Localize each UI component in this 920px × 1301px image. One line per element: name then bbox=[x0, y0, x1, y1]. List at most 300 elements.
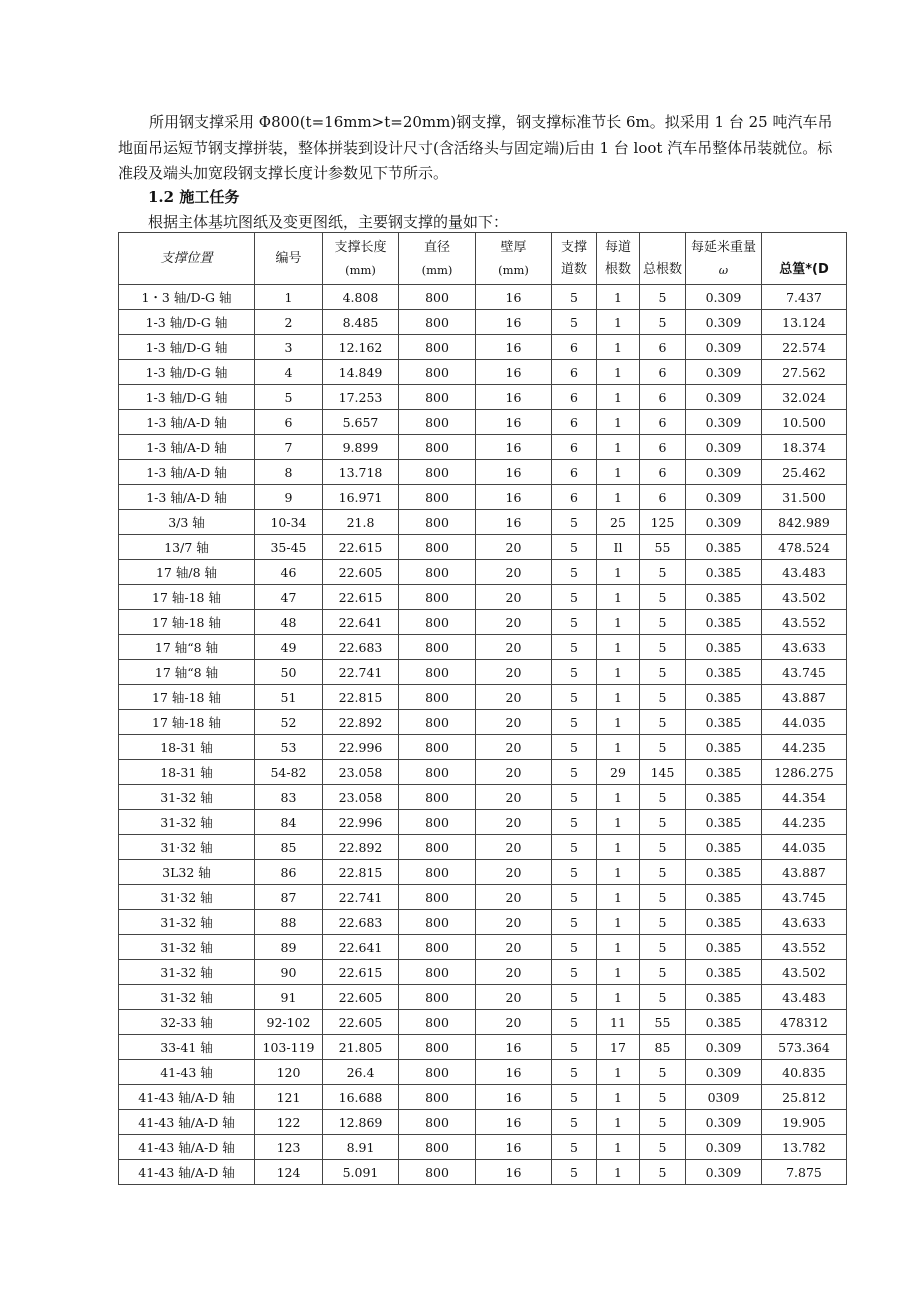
cell-total-weight: 13.782 bbox=[762, 1135, 847, 1160]
cell-wall: 20 bbox=[476, 635, 552, 660]
table-row bbox=[119, 1135, 847, 1160]
cell-total-count: 5 bbox=[640, 860, 686, 885]
cell-wall: 20 bbox=[476, 560, 552, 585]
cell-unit-weight: 0.385 bbox=[686, 685, 762, 710]
cell-per-layer: 1 bbox=[597, 335, 640, 360]
cell-total-count: 125 bbox=[640, 510, 686, 535]
cell-length: 22.996 bbox=[323, 810, 399, 835]
cell-total-weight: 44.035 bbox=[762, 710, 847, 735]
cell-unit-weight: 0.309 bbox=[686, 1110, 762, 1135]
cell-position: 1-3 轴/D-G 轴 bbox=[119, 335, 255, 360]
header-total-weight-spacer bbox=[762, 237, 846, 259]
cell-number: 1 bbox=[255, 285, 323, 310]
cell-total-count: 6 bbox=[640, 335, 686, 360]
cell-length: 21.805 bbox=[323, 1035, 399, 1060]
cell-wall: 16 bbox=[476, 1060, 552, 1085]
cell-total-weight: 7.875 bbox=[762, 1160, 847, 1185]
cell-diameter: 800 bbox=[399, 585, 476, 610]
cell-wall: 16 bbox=[476, 510, 552, 535]
cell-total-weight: 44.235 bbox=[762, 735, 847, 760]
cell-total-weight: 44.235 bbox=[762, 810, 847, 835]
cell-number: 103-119 bbox=[255, 1035, 323, 1060]
cell-unit-weight: 0.309 bbox=[686, 410, 762, 435]
cell-layers: 6 bbox=[552, 435, 597, 460]
cell-length: 22.605 bbox=[323, 1010, 399, 1035]
cell-unit-weight: 0.309 bbox=[686, 1160, 762, 1185]
cell-length: 22.815 bbox=[323, 860, 399, 885]
cell-layers: 5 bbox=[552, 1035, 597, 1060]
cell-unit-weight: 0.385 bbox=[686, 810, 762, 835]
cell-diameter: 800 bbox=[399, 660, 476, 685]
cell-total-count: 5 bbox=[640, 735, 686, 760]
cell-total-count: 5 bbox=[640, 885, 686, 910]
cell-diameter: 800 bbox=[399, 1085, 476, 1110]
cell-length: 22.741 bbox=[323, 660, 399, 685]
cell-layers: 6 bbox=[552, 360, 597, 385]
cell-total-count: 55 bbox=[640, 1010, 686, 1035]
cell-per-layer: 1 bbox=[597, 610, 640, 635]
cell-diameter: 800 bbox=[399, 635, 476, 660]
table-row bbox=[119, 810, 847, 835]
cell-diameter: 800 bbox=[399, 385, 476, 410]
cell-layers: 5 bbox=[552, 810, 597, 835]
cell-position: 17 轴-18 轴 bbox=[119, 710, 255, 735]
cell-length: 22.641 bbox=[323, 610, 399, 635]
cell-length: 22.615 bbox=[323, 960, 399, 985]
cell-per-layer: 1 bbox=[597, 1135, 640, 1160]
cell-length: 8.91 bbox=[323, 1135, 399, 1160]
table-row bbox=[119, 785, 847, 810]
cell-layers: 5 bbox=[552, 785, 597, 810]
cell-unit-weight: 0.309 bbox=[686, 1060, 762, 1085]
cell-layers: 5 bbox=[552, 860, 597, 885]
cell-position: 1-3 轴/A-D 轴 bbox=[119, 435, 255, 460]
cell-number: 10-34 bbox=[255, 510, 323, 535]
cell-diameter: 800 bbox=[399, 835, 476, 860]
cell-number: 52 bbox=[255, 710, 323, 735]
table-row bbox=[119, 335, 847, 360]
cell-total-count: 5 bbox=[640, 910, 686, 935]
cell-diameter: 800 bbox=[399, 1035, 476, 1060]
table-row bbox=[119, 485, 847, 510]
cell-unit-weight: 0.385 bbox=[686, 535, 762, 560]
cell-unit-weight: 0.309 bbox=[686, 435, 762, 460]
cell-number: 7 bbox=[255, 435, 323, 460]
table-row bbox=[119, 960, 847, 985]
table-row bbox=[119, 535, 847, 560]
cell-total-weight: 32.024 bbox=[762, 385, 847, 410]
cell-number: 47 bbox=[255, 585, 323, 610]
cell-per-layer: 1 bbox=[597, 435, 640, 460]
cell-total-weight: 25.462 bbox=[762, 460, 847, 485]
cell-diameter: 800 bbox=[399, 560, 476, 585]
header-total-count-spacer bbox=[640, 237, 685, 259]
cell-wall: 16 bbox=[476, 410, 552, 435]
cell-number: 88 bbox=[255, 910, 323, 935]
cell-per-layer: 1 bbox=[597, 735, 640, 760]
cell-total-count: 5 bbox=[640, 710, 686, 735]
cell-total-count: 5 bbox=[640, 1135, 686, 1160]
header-total-count bbox=[640, 233, 686, 285]
cell-per-layer: 1 bbox=[597, 860, 640, 885]
cell-position: 1-3 轴/A-D 轴 bbox=[119, 485, 255, 510]
cell-position: 17 轴“8 轴 bbox=[119, 660, 255, 685]
cell-unit-weight: 0.309 bbox=[686, 460, 762, 485]
cell-wall: 20 bbox=[476, 960, 552, 985]
cell-position: 31-32 轴 bbox=[119, 810, 255, 835]
cell-length: 22.605 bbox=[323, 985, 399, 1010]
cell-number: 9 bbox=[255, 485, 323, 510]
cell-position: 31-32 轴 bbox=[119, 985, 255, 1010]
cell-total-count: 6 bbox=[640, 460, 686, 485]
cell-total-count: 5 bbox=[640, 985, 686, 1010]
cell-position: 32-33 轴 bbox=[119, 1010, 255, 1035]
cell-position: 1-3 轴/D-G 轴 bbox=[119, 360, 255, 385]
cell-total-weight: 478.524 bbox=[762, 535, 847, 560]
header-diameter bbox=[399, 233, 476, 285]
cell-layers: 5 bbox=[552, 1110, 597, 1135]
table-row bbox=[119, 610, 847, 635]
cell-total-count: 6 bbox=[640, 485, 686, 510]
cell-diameter: 800 bbox=[399, 1135, 476, 1160]
cell-total-weight: 43.887 bbox=[762, 860, 847, 885]
cell-wall: 20 bbox=[476, 760, 552, 785]
cell-per-layer: 1 bbox=[597, 410, 640, 435]
table-row bbox=[119, 1085, 847, 1110]
cell-position: 17 轴“8 轴 bbox=[119, 635, 255, 660]
cell-diameter: 800 bbox=[399, 1110, 476, 1135]
cell-number: 123 bbox=[255, 1135, 323, 1160]
cell-length: 17.253 bbox=[323, 385, 399, 410]
cell-layers: 5 bbox=[552, 835, 597, 860]
cell-wall: 16 bbox=[476, 310, 552, 335]
cell-wall: 20 bbox=[476, 885, 552, 910]
cell-length: 16.971 bbox=[323, 485, 399, 510]
cell-number: 87 bbox=[255, 885, 323, 910]
cell-total-count: 6 bbox=[640, 360, 686, 385]
cell-total-count: 5 bbox=[640, 835, 686, 860]
cell-diameter: 800 bbox=[399, 760, 476, 785]
cell-unit-weight: 0.385 bbox=[686, 610, 762, 635]
table-row bbox=[119, 710, 847, 735]
cell-total-weight: 43.887 bbox=[762, 685, 847, 710]
table-row bbox=[119, 860, 847, 885]
intro-paragraph: 所用钢支撑采用 Φ800(t=16mm>t=20mm)钢支撑，钢支撑标准节长 6m。拟采用 1 台 25 吨汽车吊地面吊运短节钢支撑拼装，整体拼装到设计尺寸(含活络头与固定端)后由 1 台 loot 汽车吊整体吊装就位。标准段及端头加宽段钢支撑长度计参数见下节所示。 bbox=[118, 113, 833, 182]
cell-layers: 5 bbox=[552, 735, 597, 760]
cell-wall: 16 bbox=[476, 385, 552, 410]
cell-diameter: 800 bbox=[399, 1010, 476, 1035]
cell-number: 2 bbox=[255, 310, 323, 335]
cell-total-weight: 43.483 bbox=[762, 560, 847, 585]
cell-diameter: 800 bbox=[399, 910, 476, 935]
cell-diameter: 800 bbox=[399, 860, 476, 885]
cell-length: 8.485 bbox=[323, 310, 399, 335]
cell-diameter: 800 bbox=[399, 735, 476, 760]
cell-position: 17 轴-18 轴 bbox=[119, 585, 255, 610]
cell-diameter: 800 bbox=[399, 1060, 476, 1085]
cell-total-count: 5 bbox=[640, 935, 686, 960]
cell-total-weight: 43.502 bbox=[762, 585, 847, 610]
cell-total-weight: 44.035 bbox=[762, 835, 847, 860]
cell-length: 22.641 bbox=[323, 935, 399, 960]
cell-unit-weight: 0.385 bbox=[686, 985, 762, 1010]
cell-unit-weight: 0.309 bbox=[686, 1135, 762, 1160]
cell-length: 21.8 bbox=[323, 510, 399, 535]
table-row bbox=[119, 735, 847, 760]
cell-layers: 5 bbox=[552, 960, 597, 985]
header-number: 编号 bbox=[255, 233, 323, 285]
table-row bbox=[119, 1060, 847, 1085]
cell-length: 13.718 bbox=[323, 460, 399, 485]
cell-number: 121 bbox=[255, 1085, 323, 1110]
cell-number: 35-45 bbox=[255, 535, 323, 560]
cell-number: 122 bbox=[255, 1110, 323, 1135]
cell-position: 18-31 轴 bbox=[119, 735, 255, 760]
cell-unit-weight: 0.309 bbox=[686, 1035, 762, 1060]
table-row bbox=[119, 760, 847, 785]
cell-per-layer: 1 bbox=[597, 910, 640, 935]
cell-length: 22.892 bbox=[323, 835, 399, 860]
cell-per-layer: 1 bbox=[597, 485, 640, 510]
cell-unit-weight: 0.309 bbox=[686, 335, 762, 360]
cell-total-weight: 43.745 bbox=[762, 885, 847, 910]
cell-wall: 16 bbox=[476, 485, 552, 510]
cell-number: 120 bbox=[255, 1060, 323, 1085]
table-row bbox=[119, 835, 847, 860]
cell-per-layer: 1 bbox=[597, 935, 640, 960]
header-position: 支撑位置 bbox=[119, 233, 255, 285]
cell-layers: 6 bbox=[552, 460, 597, 485]
cell-diameter: 800 bbox=[399, 985, 476, 1010]
cell-total-weight: 19.905 bbox=[762, 1110, 847, 1135]
cell-layers: 5 bbox=[552, 885, 597, 910]
cell-layers: 5 bbox=[552, 1060, 597, 1085]
cell-layers: 5 bbox=[552, 635, 597, 660]
cell-unit-weight: 0.309 bbox=[686, 310, 762, 335]
header-per-layer bbox=[597, 233, 640, 285]
cell-total-count: 5 bbox=[640, 585, 686, 610]
cell-layers: 5 bbox=[552, 285, 597, 310]
cell-layers: 5 bbox=[552, 1010, 597, 1035]
cell-total-count: 5 bbox=[640, 610, 686, 635]
table-intro: 根据主体基坑图纸及变更图纸，主要钢支撑的量如下： bbox=[148, 213, 509, 231]
table-row bbox=[119, 1110, 847, 1135]
cell-diameter: 800 bbox=[399, 535, 476, 560]
cell-position: 31-32 轴 bbox=[119, 785, 255, 810]
header-per-layer-line1: 每道 bbox=[604, 239, 631, 255]
cell-total-weight: 842.989 bbox=[762, 510, 847, 535]
cell-length: 22.615 bbox=[323, 585, 399, 610]
cell-layers: 5 bbox=[552, 910, 597, 935]
cell-unit-weight: 0.309 bbox=[686, 360, 762, 385]
cell-total-weight: 43.745 bbox=[762, 660, 847, 685]
cell-per-layer: 1 bbox=[597, 1060, 640, 1085]
table-row bbox=[119, 560, 847, 585]
cell-per-layer: 1 bbox=[597, 1085, 640, 1110]
cell-unit-weight: 0.385 bbox=[686, 735, 762, 760]
cell-total-count: 5 bbox=[640, 1060, 686, 1085]
table-row bbox=[119, 985, 847, 1010]
cell-position: 31·32 轴 bbox=[119, 885, 255, 910]
cell-total-count: 6 bbox=[640, 435, 686, 460]
cell-position: 17 轴-18 轴 bbox=[119, 610, 255, 635]
cell-wall: 20 bbox=[476, 835, 552, 860]
header-length bbox=[323, 233, 399, 285]
cell-diameter: 800 bbox=[399, 935, 476, 960]
cell-number: 48 bbox=[255, 610, 323, 635]
cell-per-layer: 1 bbox=[597, 360, 640, 385]
cell-number: 53 bbox=[255, 735, 323, 760]
table-row bbox=[119, 310, 847, 335]
table-row bbox=[119, 585, 847, 610]
cell-layers: 6 bbox=[552, 485, 597, 510]
cell-total-count: 5 bbox=[640, 560, 686, 585]
cell-length: 9.899 bbox=[323, 435, 399, 460]
cell-total-count: 5 bbox=[640, 310, 686, 335]
cell-total-count: 5 bbox=[640, 1110, 686, 1135]
cell-layers: 5 bbox=[552, 985, 597, 1010]
cell-total-weight: 31.500 bbox=[762, 485, 847, 510]
cell-wall: 20 bbox=[476, 985, 552, 1010]
cell-position: 41-43 轴/A-D 轴 bbox=[119, 1160, 255, 1185]
cell-diameter: 800 bbox=[399, 310, 476, 335]
cell-unit-weight: 0.385 bbox=[686, 760, 762, 785]
cell-total-weight: 18.374 bbox=[762, 435, 847, 460]
cell-unit-weight: 0.385 bbox=[686, 710, 762, 735]
cell-wall: 20 bbox=[476, 785, 552, 810]
cell-wall: 16 bbox=[476, 1035, 552, 1060]
cell-total-count: 5 bbox=[640, 660, 686, 685]
cell-length: 12.869 bbox=[323, 1110, 399, 1135]
cell-total-count: 55 bbox=[640, 535, 686, 560]
cell-number: 46 bbox=[255, 560, 323, 585]
cell-wall: 20 bbox=[476, 910, 552, 935]
cell-total-count: 6 bbox=[640, 410, 686, 435]
table-row bbox=[119, 910, 847, 935]
cell-unit-weight: 0.385 bbox=[686, 935, 762, 960]
cell-length: 14.849 bbox=[323, 360, 399, 385]
cell-position: 31-32 轴 bbox=[119, 910, 255, 935]
cell-total-weight: 27.562 bbox=[762, 360, 847, 385]
cell-per-layer: 1 bbox=[597, 560, 640, 585]
cell-wall: 20 bbox=[476, 810, 552, 835]
cell-unit-weight: 0.385 bbox=[686, 910, 762, 935]
cell-per-layer: 1 bbox=[597, 1160, 640, 1185]
cell-wall: 20 bbox=[476, 535, 552, 560]
cell-number: 50 bbox=[255, 660, 323, 685]
cell-total-count: 5 bbox=[640, 1160, 686, 1185]
cell-wall: 20 bbox=[476, 660, 552, 685]
table-row bbox=[119, 1010, 847, 1035]
header-length-unit: (mm) bbox=[345, 262, 376, 277]
cell-total-weight: 43.633 bbox=[762, 635, 847, 660]
header-total-weight bbox=[762, 233, 847, 285]
cell-layers: 5 bbox=[552, 560, 597, 585]
cell-number: 8 bbox=[255, 460, 323, 485]
cell-total-weight: 43.633 bbox=[762, 910, 847, 935]
cell-total-weight: 10.500 bbox=[762, 410, 847, 435]
cell-length: 16.688 bbox=[323, 1085, 399, 1110]
cell-diameter: 800 bbox=[399, 360, 476, 385]
table-row bbox=[119, 1160, 847, 1185]
cell-position: 41-43 轴/A-D 轴 bbox=[119, 1135, 255, 1160]
cell-per-layer: 1 bbox=[597, 885, 640, 910]
cell-position: 3L32 轴 bbox=[119, 860, 255, 885]
cell-per-layer: 1 bbox=[597, 685, 640, 710]
cell-unit-weight: 0.385 bbox=[686, 835, 762, 860]
cell-wall: 16 bbox=[476, 460, 552, 485]
cell-diameter: 800 bbox=[399, 685, 476, 710]
cell-wall: 16 bbox=[476, 1160, 552, 1185]
header-layers bbox=[552, 233, 597, 285]
cell-unit-weight: 0.385 bbox=[686, 860, 762, 885]
cell-position: 1-3 轴/A-D 轴 bbox=[119, 460, 255, 485]
cell-unit-weight: 0.385 bbox=[686, 960, 762, 985]
cell-number: 6 bbox=[255, 410, 323, 435]
cell-diameter: 800 bbox=[399, 885, 476, 910]
cell-position: 31-32 轴 bbox=[119, 935, 255, 960]
cell-number: 4 bbox=[255, 360, 323, 385]
cell-total-count: 145 bbox=[640, 760, 686, 785]
cell-total-count: 5 bbox=[640, 285, 686, 310]
cell-number: 89 bbox=[255, 935, 323, 960]
cell-total-weight: 43.483 bbox=[762, 985, 847, 1010]
table-row bbox=[119, 285, 847, 310]
table-row bbox=[119, 360, 847, 385]
cell-diameter: 800 bbox=[399, 510, 476, 535]
table-row bbox=[119, 935, 847, 960]
cell-diameter: 800 bbox=[399, 960, 476, 985]
cell-diameter: 800 bbox=[399, 1160, 476, 1185]
cell-length: 4.808 bbox=[323, 285, 399, 310]
table-row bbox=[119, 410, 847, 435]
cell-layers: 5 bbox=[552, 610, 597, 635]
cell-position: 17 轴-18 轴 bbox=[119, 685, 255, 710]
cell-diameter: 800 bbox=[399, 410, 476, 435]
cell-total-count: 5 bbox=[640, 785, 686, 810]
table-row bbox=[119, 635, 847, 660]
cell-wall: 20 bbox=[476, 860, 552, 885]
cell-unit-weight: 0.385 bbox=[686, 885, 762, 910]
cell-total-weight: 25.812 bbox=[762, 1085, 847, 1110]
cell-wall: 16 bbox=[476, 285, 552, 310]
cell-unit-weight: 0.385 bbox=[686, 785, 762, 810]
table-row bbox=[119, 385, 847, 410]
cell-unit-weight: 0.309 bbox=[686, 385, 762, 410]
cell-layers: 5 bbox=[552, 935, 597, 960]
cell-position: 3/3 轴 bbox=[119, 510, 255, 535]
cell-total-count: 6 bbox=[640, 385, 686, 410]
cell-wall: 16 bbox=[476, 1135, 552, 1160]
cell-length: 23.058 bbox=[323, 785, 399, 810]
cell-per-layer: 1 bbox=[597, 660, 640, 685]
table-row bbox=[119, 510, 847, 535]
cell-number: 86 bbox=[255, 860, 323, 885]
cell-layers: 6 bbox=[552, 385, 597, 410]
header-per-layer-line2: 根数 bbox=[604, 261, 631, 277]
cell-total-weight: 478312 bbox=[762, 1010, 847, 1035]
cell-position: 33-41 轴 bbox=[119, 1035, 255, 1060]
cell-per-layer: 1 bbox=[597, 810, 640, 835]
cell-per-layer: 29 bbox=[597, 760, 640, 785]
cell-total-count: 5 bbox=[640, 1085, 686, 1110]
table-row bbox=[119, 435, 847, 460]
cell-layers: 5 bbox=[552, 510, 597, 535]
cell-per-layer: 25 bbox=[597, 510, 640, 535]
table-row bbox=[119, 660, 847, 685]
cell-number: 49 bbox=[255, 635, 323, 660]
cell-number: 124 bbox=[255, 1160, 323, 1185]
